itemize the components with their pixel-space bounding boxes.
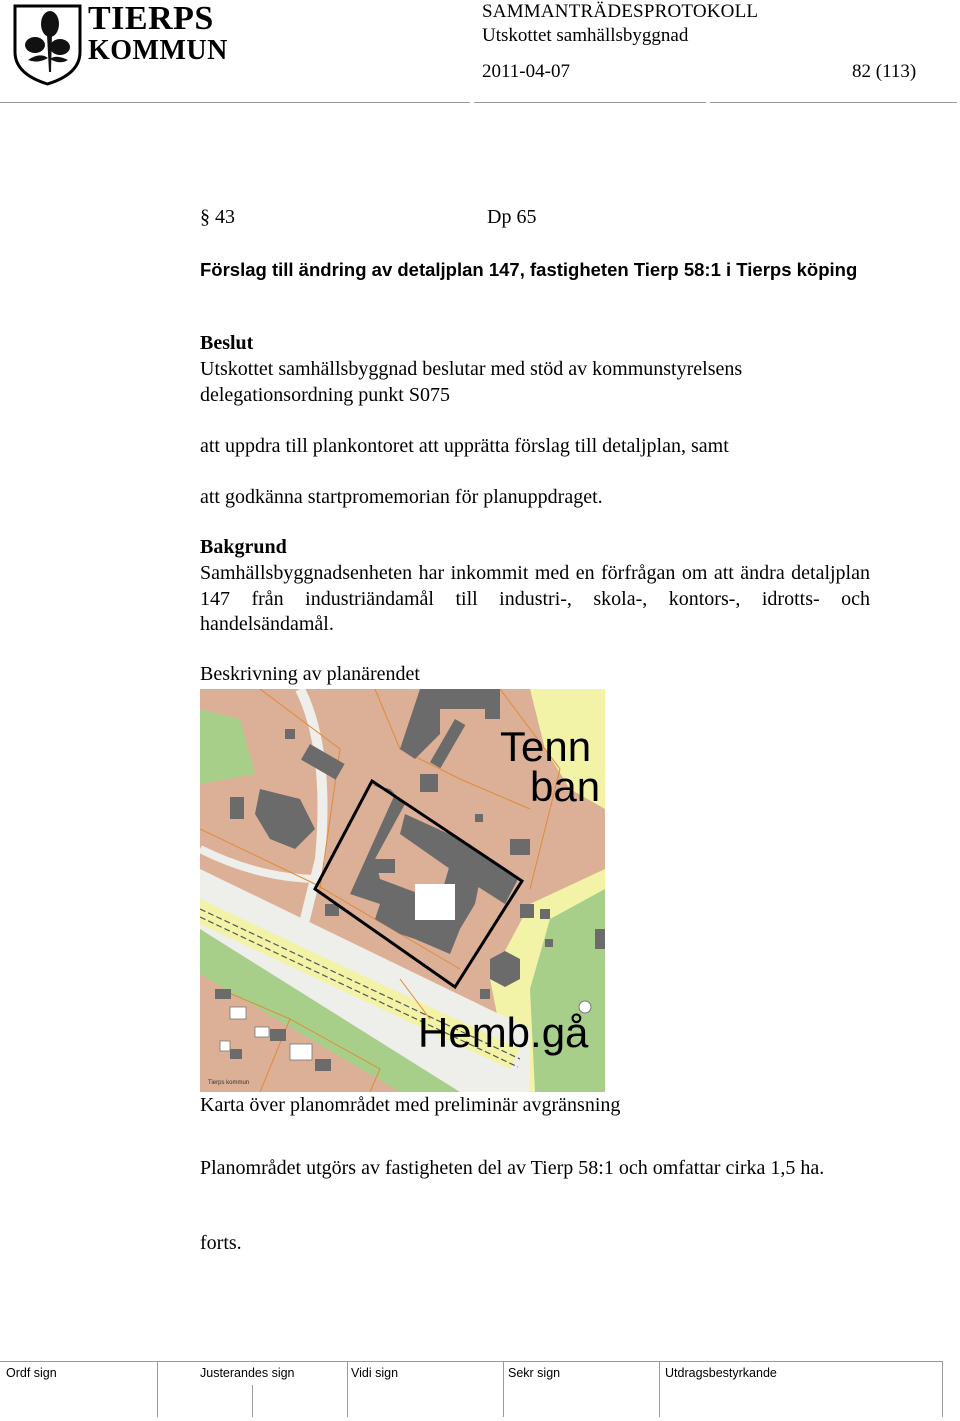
footer-justerandes-sign: Justerandes sign xyxy=(200,1366,295,1380)
committee-name: Utskottet samhällsbyggnad xyxy=(482,25,689,46)
footer-divider-2 xyxy=(252,1385,253,1417)
paragraph-number: § 43 xyxy=(200,206,235,228)
item-subject: Förslag till ändring av detaljplan 147, fastigheten Tierp 58:1 i Tierps köping xyxy=(200,259,858,280)
footer-vidi-sign: Vidi sign xyxy=(351,1366,399,1380)
map-label-2: ban xyxy=(530,763,601,810)
bakgrund-heading: Bakgrund xyxy=(200,536,287,558)
plan-area-map xyxy=(200,689,605,1092)
footer-divider-3 xyxy=(347,1361,348,1417)
footer-divider-6 xyxy=(942,1361,943,1417)
bakgrund-text: Samhällsbyggnadsenheten har inkommit med en förfrågan om att ändra detaljplan 147 från industriändamål till industri-, skola-, kontors-, idrotts- och handelsändamål. xyxy=(200,562,870,635)
header-rule-right xyxy=(710,102,957,103)
footer-divider-5 xyxy=(659,1361,660,1417)
map-credit: Tierps kommun xyxy=(208,1080,250,1086)
map-image xyxy=(200,689,605,1092)
footer-sekr-sign: Sekr sign xyxy=(508,1366,561,1380)
footer-utdragsbestyrkande: Utdragsbestyrkande xyxy=(665,1366,777,1380)
footer-divider-1 xyxy=(157,1361,158,1417)
beslut-heading: Beslut xyxy=(200,332,254,354)
coat-of-arms-icon xyxy=(10,2,90,86)
page-number: 82 (113) xyxy=(852,61,917,82)
map-label-3: Hemb.gå xyxy=(418,1009,589,1056)
header-rule-mid xyxy=(474,102,706,103)
org-name-line2: KOMMUN xyxy=(88,35,228,66)
decision-att-1: att uppdra till plankontoret att upprätta förslag till detaljplan, samt xyxy=(200,435,729,457)
beslut-text: Utskottet samhällsbyggnad beslutar med stöd av kommunstyrelsens delegationsordning punkt S075 xyxy=(200,358,743,406)
header-rule-left xyxy=(0,102,470,103)
meeting-date: 2011-04-07 xyxy=(482,61,570,82)
footer-rule xyxy=(0,1361,942,1362)
footer-ordf-sign: Ordf sign xyxy=(6,1366,57,1380)
map-caption: Karta över planområdet med preliminär avgränsning xyxy=(200,1094,621,1116)
plan-area-text: Planområdet utgörs av fastigheten del av Tierp 58:1 och omfattar cirka 1,5 ha. xyxy=(200,1157,825,1179)
dp-number: Dp 65 xyxy=(487,206,537,228)
continued-label: forts. xyxy=(200,1232,242,1254)
municipality-logo xyxy=(10,0,228,86)
document-type: SAMMANTRÄDESPROTOKOLL xyxy=(482,1,759,22)
map-label-1: Tenn xyxy=(500,723,592,770)
org-name-line1: TIERPS xyxy=(88,0,214,37)
beskrivning-heading: Beskrivning av planärendet xyxy=(200,663,420,685)
decision-att-2: att godkänna startpromemorian för planuppdraget. xyxy=(200,486,603,508)
footer-divider-4 xyxy=(503,1361,504,1417)
